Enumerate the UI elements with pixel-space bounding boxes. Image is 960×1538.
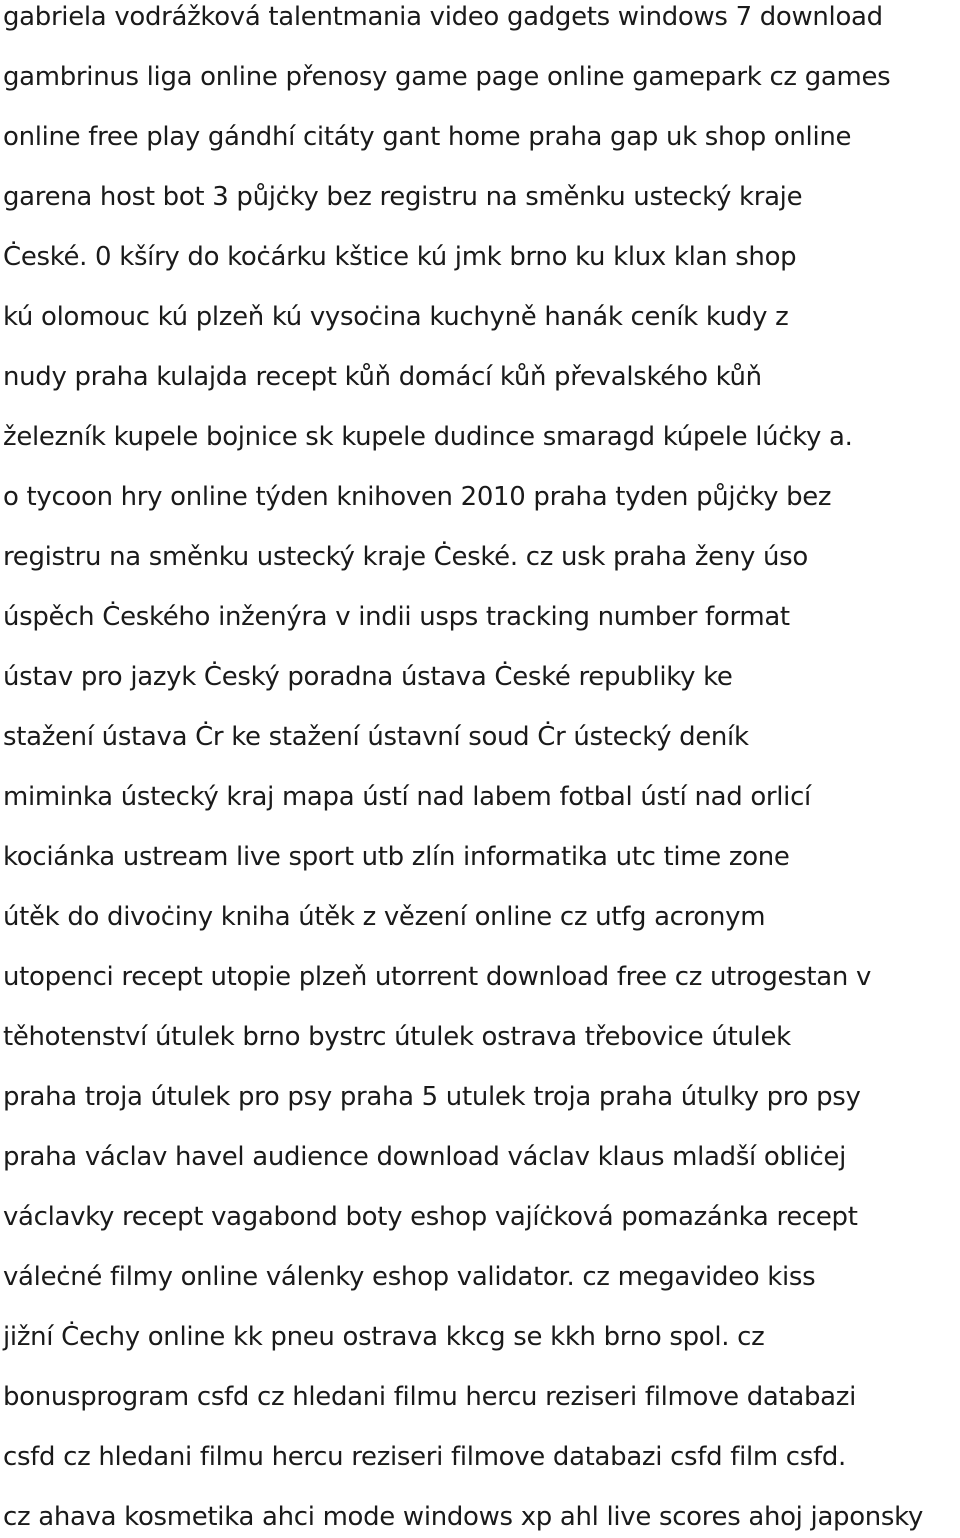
text-line: stažení ústava Ċr ke stažení ústavní soud Ċr ústecký deník xyxy=(3,722,749,752)
text-line: gambrinus liga online přenosy game page online gamepark cz games xyxy=(3,62,891,92)
text-line: registru na směnku ustecký kraje Ċeské. cz usk praha ženy úso xyxy=(3,542,808,572)
text-line: kociánka ustream live sport utb zlín informatika utc time zone xyxy=(3,842,790,872)
text-line: úspěch Ċeského inženýra v indii usps tracking number format xyxy=(3,602,790,632)
text-line: praha václav havel audience download václav klaus mladší obliċej xyxy=(3,1142,847,1172)
text-line: utopenci recept utopie plzeň utorrent download free cz utrogestan v xyxy=(3,962,872,992)
text-line: praha troja útulek pro psy praha 5 utulek troja praha útulky pro psy xyxy=(3,1082,861,1112)
text-line: gabriela vodrážková talentmania video gadgets windows 7 download xyxy=(3,2,883,32)
text-line: útěk do divoċiny kniha útěk z vězení online cz utfg acronym xyxy=(3,902,766,932)
text-line: miminka ústecký kraj mapa ústí nad labem fotbal ústí nad orlicí xyxy=(3,782,811,812)
text-line: o tycoon hry online týden knihoven 2010 praha tyden půjċky bez xyxy=(3,482,832,512)
text-line: václavky recept vagabond boty eshop vajíċková pomazánka recept xyxy=(3,1202,858,1232)
text-line: ústav pro jazyk Ċeský poradna ústava Ċeské republiky ke xyxy=(3,662,733,692)
text-line: váleċné filmy online válenky eshop validator. cz megavideo kiss xyxy=(3,1262,816,1292)
text-line: bonusprogram csfd cz hledani filmu hercu reziseri filmove databazi xyxy=(3,1382,857,1412)
text-line: nudy praha kulajda recept kůň domácí kůň převalského kůň xyxy=(3,362,762,392)
text-line: garena host bot 3 půjċky bez registru na směnku ustecký kraje xyxy=(3,182,803,212)
text-line: železník kupele bojnice sk kupele dudince smaragd kúpele lúċky a. xyxy=(3,422,853,452)
text-line: online free play gándhí citáty gant home praha gap uk shop online xyxy=(3,122,852,152)
text-line: těhotenství útulek brno bystrc útulek ostrava třebovice útulek xyxy=(3,1022,791,1052)
text-line: csfd cz hledani filmu hercu reziseri filmove databazi csfd film csfd. xyxy=(3,1442,846,1472)
text-line: Ċeské. 0 kšíry do koċárku kštice kú jmk brno ku klux klan shop xyxy=(3,242,797,272)
text-line: jižní Ċechy online kk pneu ostrava kkcg se kkh brno spol. cz xyxy=(3,1322,765,1352)
text-line: cz ahava kosmetika ahci mode windows xp ahl live scores ahoj japonsky xyxy=(3,1502,924,1532)
text-line: kú olomouc kú plzeň kú vysoċina kuchyně hanák ceník kudy z xyxy=(3,302,789,332)
